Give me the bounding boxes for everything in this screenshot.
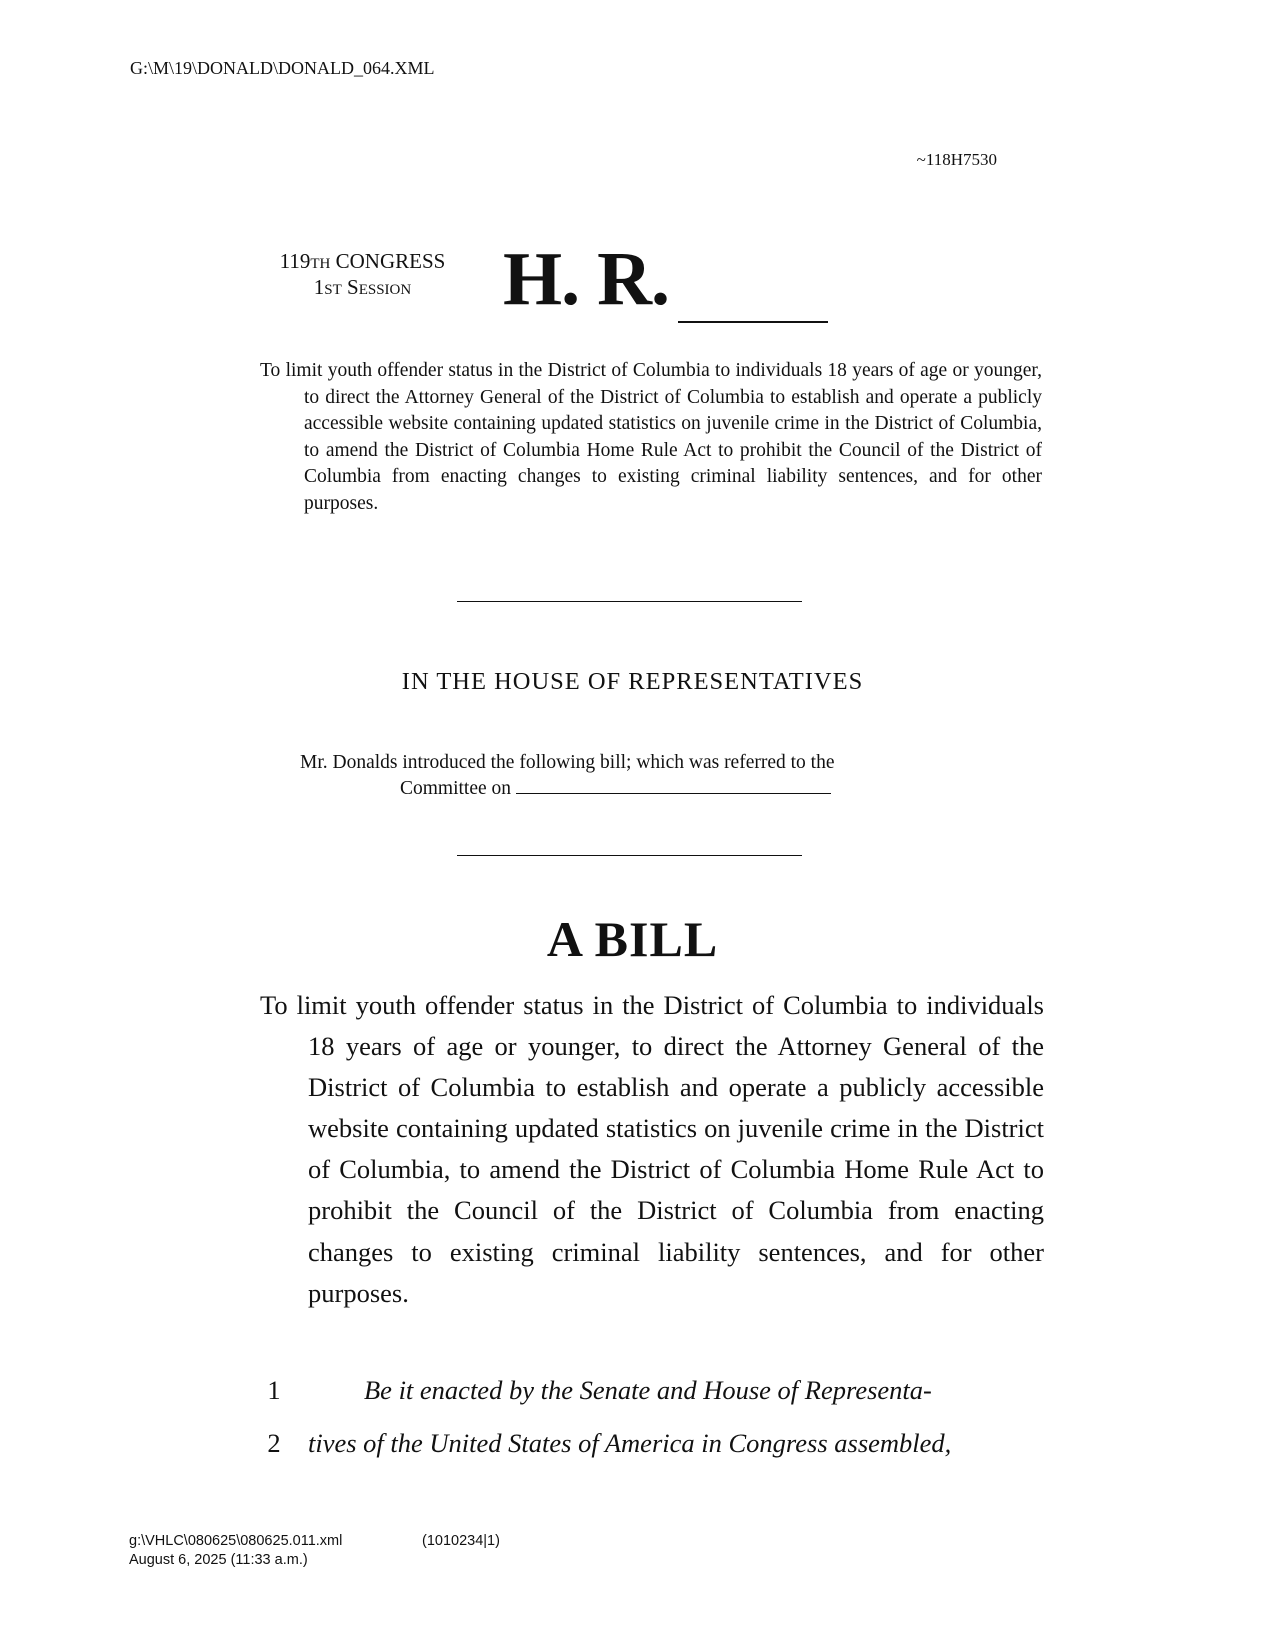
introduction-line-2: Committee on xyxy=(400,778,512,799)
enacting-clause-text: Be it enacted by the Senate and House of Representa- xyxy=(364,1375,932,1405)
enacting-clause-line xyxy=(260,1375,996,1406)
bill-heading: A BILL xyxy=(546,911,719,967)
divider xyxy=(457,855,802,856)
enacting-clause-line xyxy=(260,1428,996,1459)
congress-number: 119th CONGRESS xyxy=(279,249,446,273)
introduction-line-1: Mr. Donalds introduced the following bill; which was referred to the xyxy=(300,752,835,773)
committee-blank xyxy=(516,779,831,794)
line-number: 1 xyxy=(267,1375,281,1405)
document-file-path: G:\M\19\DONALD\DONALD_064.XML xyxy=(130,58,435,78)
divider xyxy=(457,601,802,602)
introduction xyxy=(300,750,960,802)
session: 1st Session xyxy=(313,275,412,299)
bill-number: H. R. xyxy=(503,237,669,321)
bill-summary: To limit youth offender status in the District of Columbia to individuals 18 years of age or younger, to direct the Attorney General of the District of Columbia to establish and operate a publicly accessible website containing updated statistics on juvenile crime in the District of Columbia, to amend the District of Columbia Home Rule Act to prohibit the Council of the District of Columbia from enacting changes to existing criminal liability sentences, and for other purposes. xyxy=(260,360,1042,514)
chamber-heading: IN THE HOUSE OF REPRESENTATIVES xyxy=(401,668,864,695)
bill-number-blank xyxy=(678,321,828,323)
official-title: To limit youth offender status in the District of Columbia to individuals 18 years of age or younger, to direct the Attorney General of the District of Columbia to establish and operate a publicly accessible website containing updated statistics on juvenile crime in the District of Columbia, to amend the District of Columbia Home Rule Act to prohibit the Council of the District of Columbia from enacting changes to existing criminal liability sentences, and for other purposes. xyxy=(260,990,1044,1308)
enacting-clause-text: tives of the United States of America in Congress assembled, xyxy=(308,1428,952,1458)
footer-date: August 6, 2025 (11:33 a.m.) xyxy=(129,1552,308,1568)
line-number: 2 xyxy=(267,1428,281,1458)
draft-id: ~118H7530 xyxy=(916,150,997,169)
footer-file: g:\VHLC\080625\080625.011.xml xyxy=(129,1533,343,1549)
congress-session-block xyxy=(255,248,470,300)
footer-code: (1010234|1) xyxy=(422,1533,500,1549)
